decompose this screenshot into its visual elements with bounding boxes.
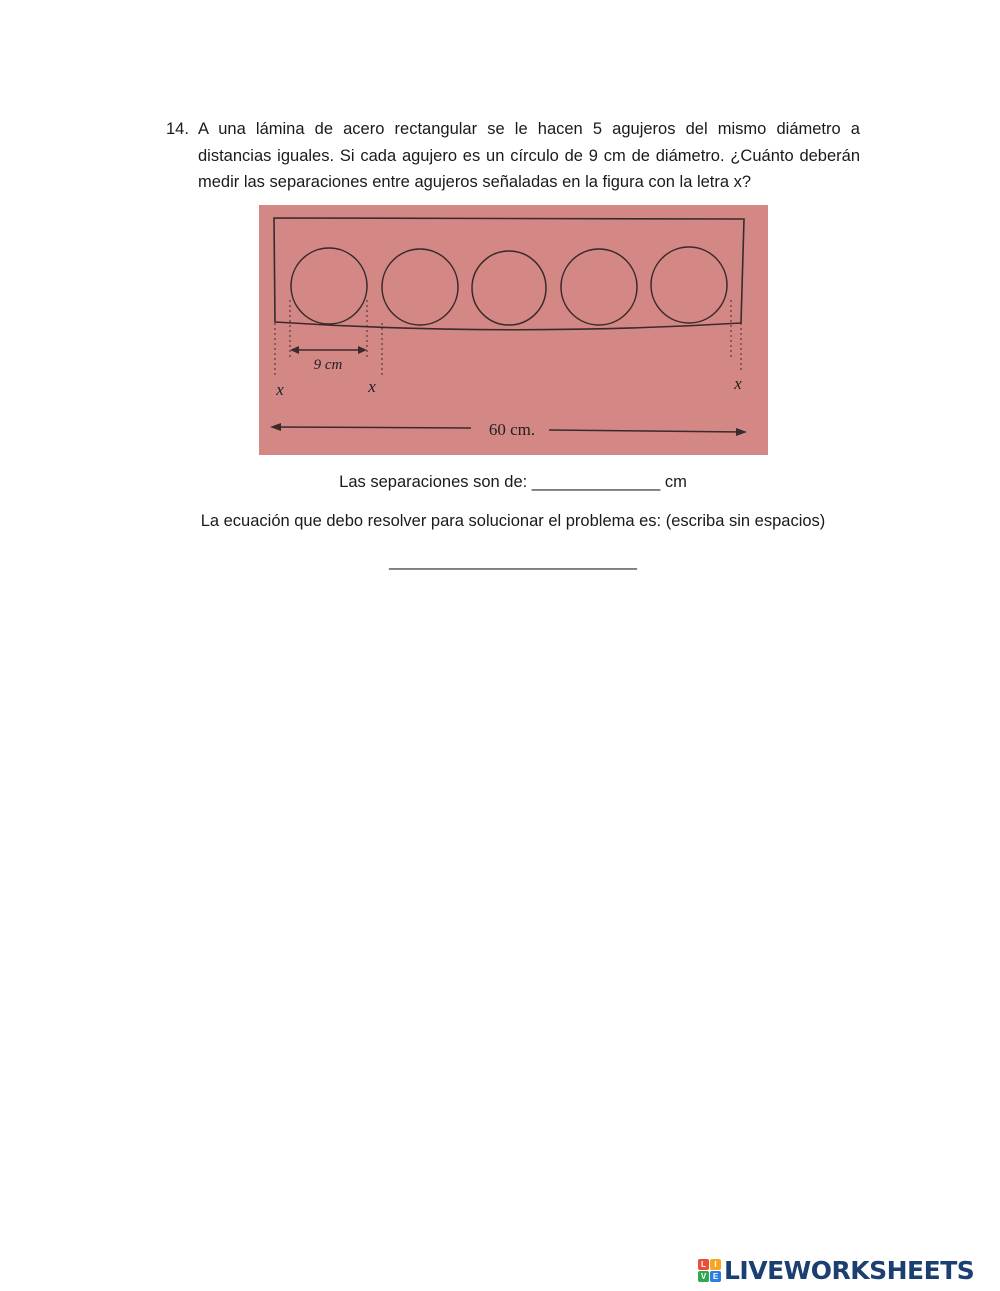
gap-label-middle: x (368, 377, 376, 396)
liveworksheets-logo (698, 1255, 974, 1285)
steel-plate-outline (274, 218, 744, 330)
total-length-label: 60 cm. (488, 420, 536, 439)
hole-4 (561, 249, 637, 325)
hole-1 (291, 248, 367, 324)
separations-answer[interactable] (0, 470, 1000, 494)
problem-text: A una lámina de acero rectangular se le hacen 5 agujeros del mismo diámetro a distancias iguales. Si cada agujero es un círculo de 9 cm de diámetro. ¿Cuánto deberán medir las separaciones entre agujeros señaladas en la figura con la letra x? (198, 120, 860, 191)
liveworksheets-logo-icon (698, 1259, 721, 1282)
liveworksheets-logo-text: LIVEWORKSHEETS (724, 1255, 975, 1285)
diameter-arrow (290, 346, 367, 354)
logo-letter-e: E (710, 1271, 721, 1282)
separations-prompt: Las separaciones son de: ______________ cm (339, 473, 687, 491)
steel-plate-figure (259, 205, 768, 455)
diameter-label: 9 cm (313, 357, 343, 373)
problem-statement (166, 116, 860, 196)
logo-letter-i: I (710, 1259, 721, 1270)
equation-answer-blank[interactable]: ___________________________ (389, 552, 637, 570)
hole-2 (382, 249, 458, 325)
gap-label-right: x (734, 374, 742, 393)
problem-number: 14. (166, 120, 189, 138)
logo-letter-l: L (698, 1259, 709, 1270)
gap-label-left: x (276, 380, 284, 399)
logo-letter-v: V (698, 1271, 709, 1282)
figure-drawing (259, 205, 768, 455)
equation-prompt: La ecuación que debo resolver para solucionar el problema es: (escriba sin espacios) (200, 512, 826, 530)
hole-3 (472, 251, 546, 325)
hole-5 (651, 247, 727, 323)
guide-lines (275, 300, 741, 377)
